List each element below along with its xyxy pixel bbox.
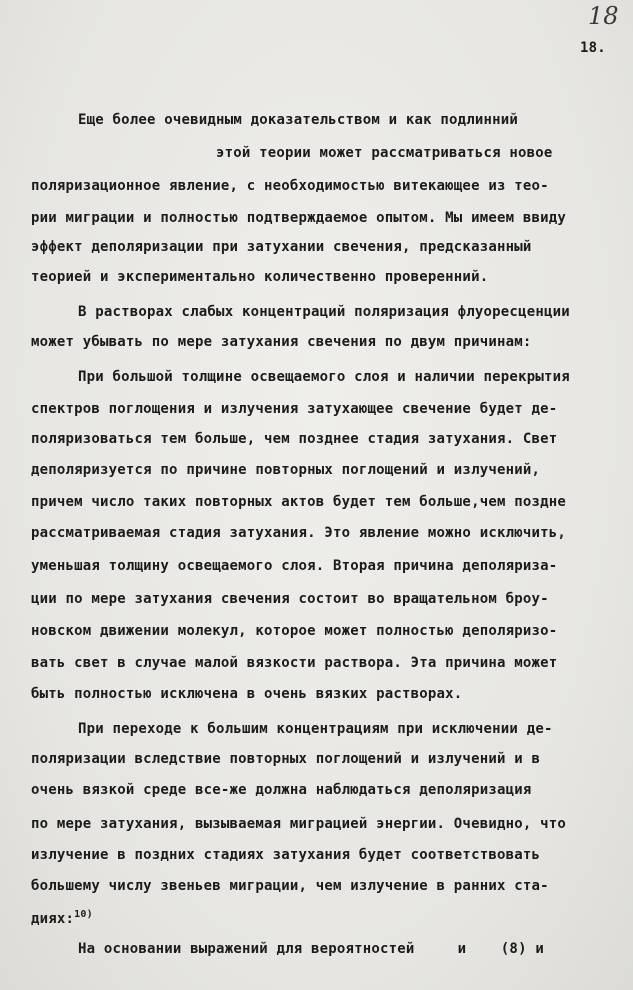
footnote-reference: 10) <box>74 909 93 920</box>
text-line: причем число таких повторных актов будет тем больше,чем поздне <box>31 494 566 510</box>
text-line: поляризационное явление, с необходимостью витекающее из тео- <box>31 178 549 194</box>
text-line: этой теории может рассматриваться новое <box>216 145 553 161</box>
text-line: большему числу звеньев миграции, чем излучение в ранних ста- <box>31 878 549 894</box>
text-line: При переходе к большим концентрациям при исключении де- <box>78 721 553 737</box>
text-line: поляризоваться тем больше, чем позднее стадия затухания. Свет <box>31 431 558 447</box>
text-line: очень вязкой среде все-же должна наблюдаться деполяризация <box>31 782 532 798</box>
handwritten-page-number: 18 <box>588 2 619 30</box>
text-line: В растворах слабых концентраций поляризация флуоресценции <box>78 304 570 320</box>
text-line: эффект деполяризации при затухании свечения, предсказанный <box>31 239 532 255</box>
text-line: спектров поглощения и излучения затухающее свечение будет де- <box>31 401 558 417</box>
text-line: поляризации вследствие повторных поглощений и излучений и в <box>31 751 541 767</box>
text-line: При большой толщине освещаемого слоя и наличии перекрытия <box>78 369 570 385</box>
page-number: 18. <box>580 40 606 56</box>
text-line: вать свет в случае малой вязкости раствора. Эта причина может <box>31 655 558 671</box>
text-line: теорией и экспериментально количественно проверенний. <box>31 269 489 285</box>
text-line: На основании выражений для вероятностей и (8) и <box>78 941 544 957</box>
text-line: может убывать по мере затухания свечения по двум причинам: <box>31 334 532 350</box>
text-line-end: диях: <box>31 911 75 927</box>
text-line: деполяризуется по причине повторных поглощений и излучений, <box>31 462 541 478</box>
text-line: ции по мере затухания свечения состоит во вращательном броу- <box>31 591 549 607</box>
text-line <box>31 906 93 928</box>
text-line: по мере затухания, вызываемая миграцией энергии. Очевидно, что <box>31 816 566 832</box>
text-line: излучение в поздних стадиях затухания будет соответствовать <box>31 847 541 863</box>
text-line: новском движении молекул, которое может полностью деполяризо- <box>31 623 558 639</box>
text-line: рассматриваемая стадия затухания. Это явление можно исключить, <box>31 525 566 541</box>
text-line: уменьшая толщину освещаемого слоя. Вторая причина деполяриза- <box>31 558 558 574</box>
text-line: быть полностью исключена в очень вязких растворах. <box>31 686 463 702</box>
text-line: рии миграции и полностью подтверждаемое опытом. Мы имеем ввиду <box>31 210 566 226</box>
text-line: Еще более очевидным доказательством и как подлинний <box>78 112 519 128</box>
